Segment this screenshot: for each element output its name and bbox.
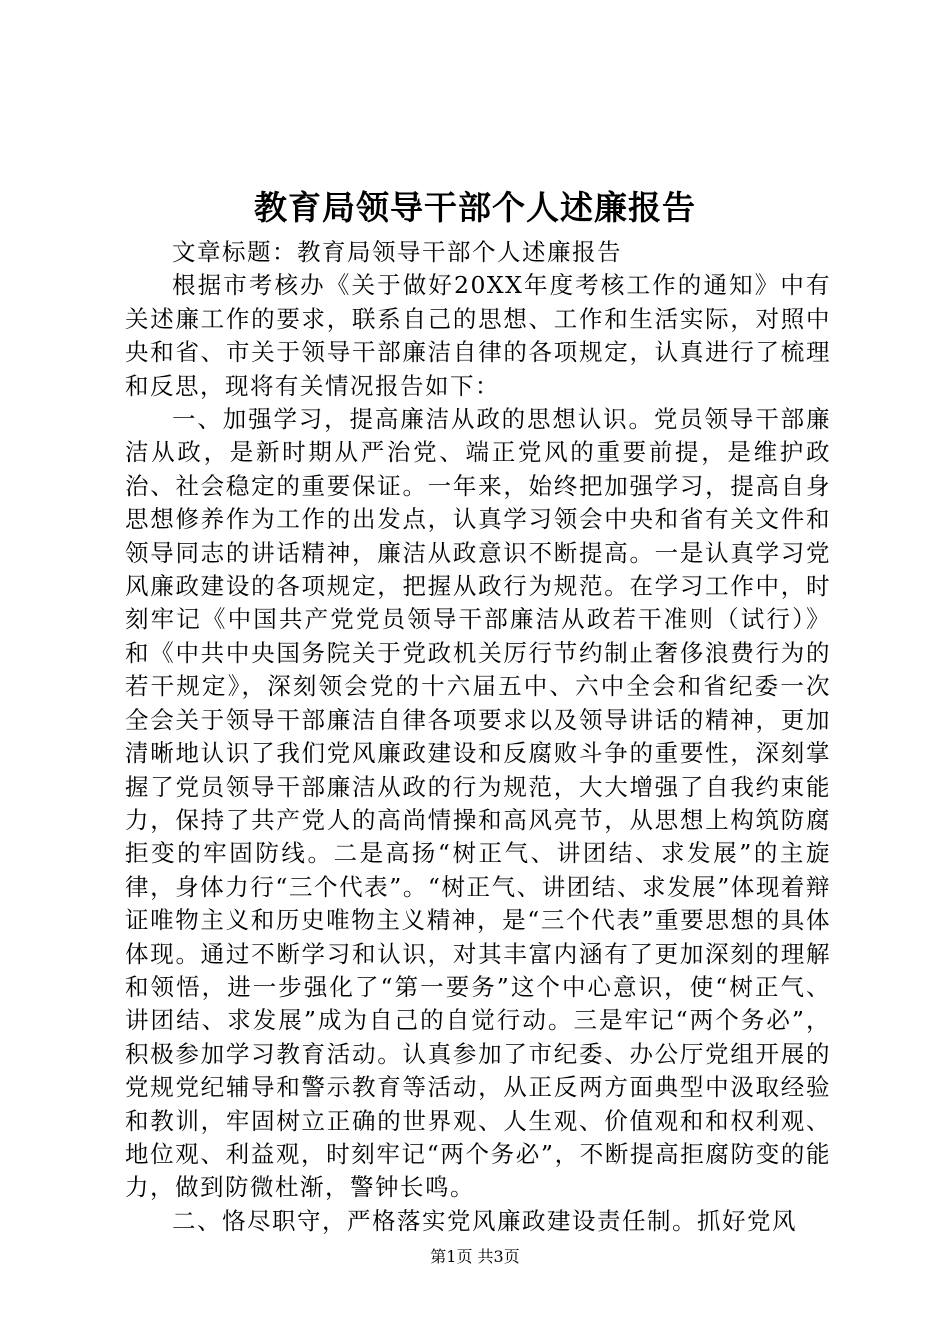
paragraph-article-heading: 文章标题：教育局领导干部个人述廉报告 xyxy=(172,238,622,266)
page-footer: 第1页 共3页 xyxy=(430,1247,520,1266)
paragraph-intro: 根据市考核办《关于做好20XX年度考核工作的通知》中有关述廉工作的要求，联系自己的思想、工作和生活实际，对照中央和省、市关于领导干部廉洁自律的各项规定，认真进行了梳理和反思，现将有关情况报告如下： xyxy=(125,271,831,400)
document-body xyxy=(125,236,831,1238)
paragraph-section-one: 一、加强学习，提高廉洁从政的思想认识。党员领导干部廉洁从政，是新时期从严治党、端正党风的重要前提，是维护政治、社会稳定的重要保证。一年来，始终把加强学习，提高自身思想修养作为工作的出发点，认真学习领会中央和省有关文件和领导同志的讲话精神，廉洁从政意识不断提高。一是认真学习党风廉政建设的各项规定，把握从政行为规范。在学习工作中，时刻牢记《中国共产党党员领导干部廉洁从政若干准则（试行）》和《中共中央国务院关于党政机关厉行节约制止奢侈浪费行为的若干规定》，深刻领会党的十六届五中、六中全会和省纪委一次全会关于领导干部廉洁自律各项要求以及领导讲话的精神，更加清晰地认识了我们党风廉政建设和反腐败斗争的重要性，深刻掌握了党员领导干部廉洁从政的行为规范，大大增强了自我约束能力，保持了共产党人的高尚情操和高风亮节，从思想上构筑防腐拒变的牢固防线。二是高扬“树正气、讲团结、求发展”的主旋律，身体力行“三个代表”。“树正气、讲团结、求发展”体现着辩证唯物主义和历史唯物主义精神，是“三个代表”重要思想的具体体现。通过不断学习和认识，对其丰富内涵有了更加深刻的理解和领悟，进一步强化了“第一要务”这个中心意识，使“树正气、讲团结、求发展”成为自己的自觉行动。三是牢记“两个务必”，积极参加学习教育活动。认真参加了市纪委、办公厅党组开展的党规党纪辅导和警示教育等活动，从正反两方面典型中汲取经验和教训，牢固树立正确的世界观、人生观、价值观和和权利观、地位观、利益观，时刻牢记“两个务必”，不断提高拒腐防变的能力，做到防微杜渐，警钟长鸣。 xyxy=(125,405,831,1202)
document-title: 教育局领导干部个人述廉报告 xyxy=(254,188,696,227)
paragraph-section-two: 二、恪尽职守，严格落实党风廉政建设责任制。抓好党风 xyxy=(172,1206,797,1235)
